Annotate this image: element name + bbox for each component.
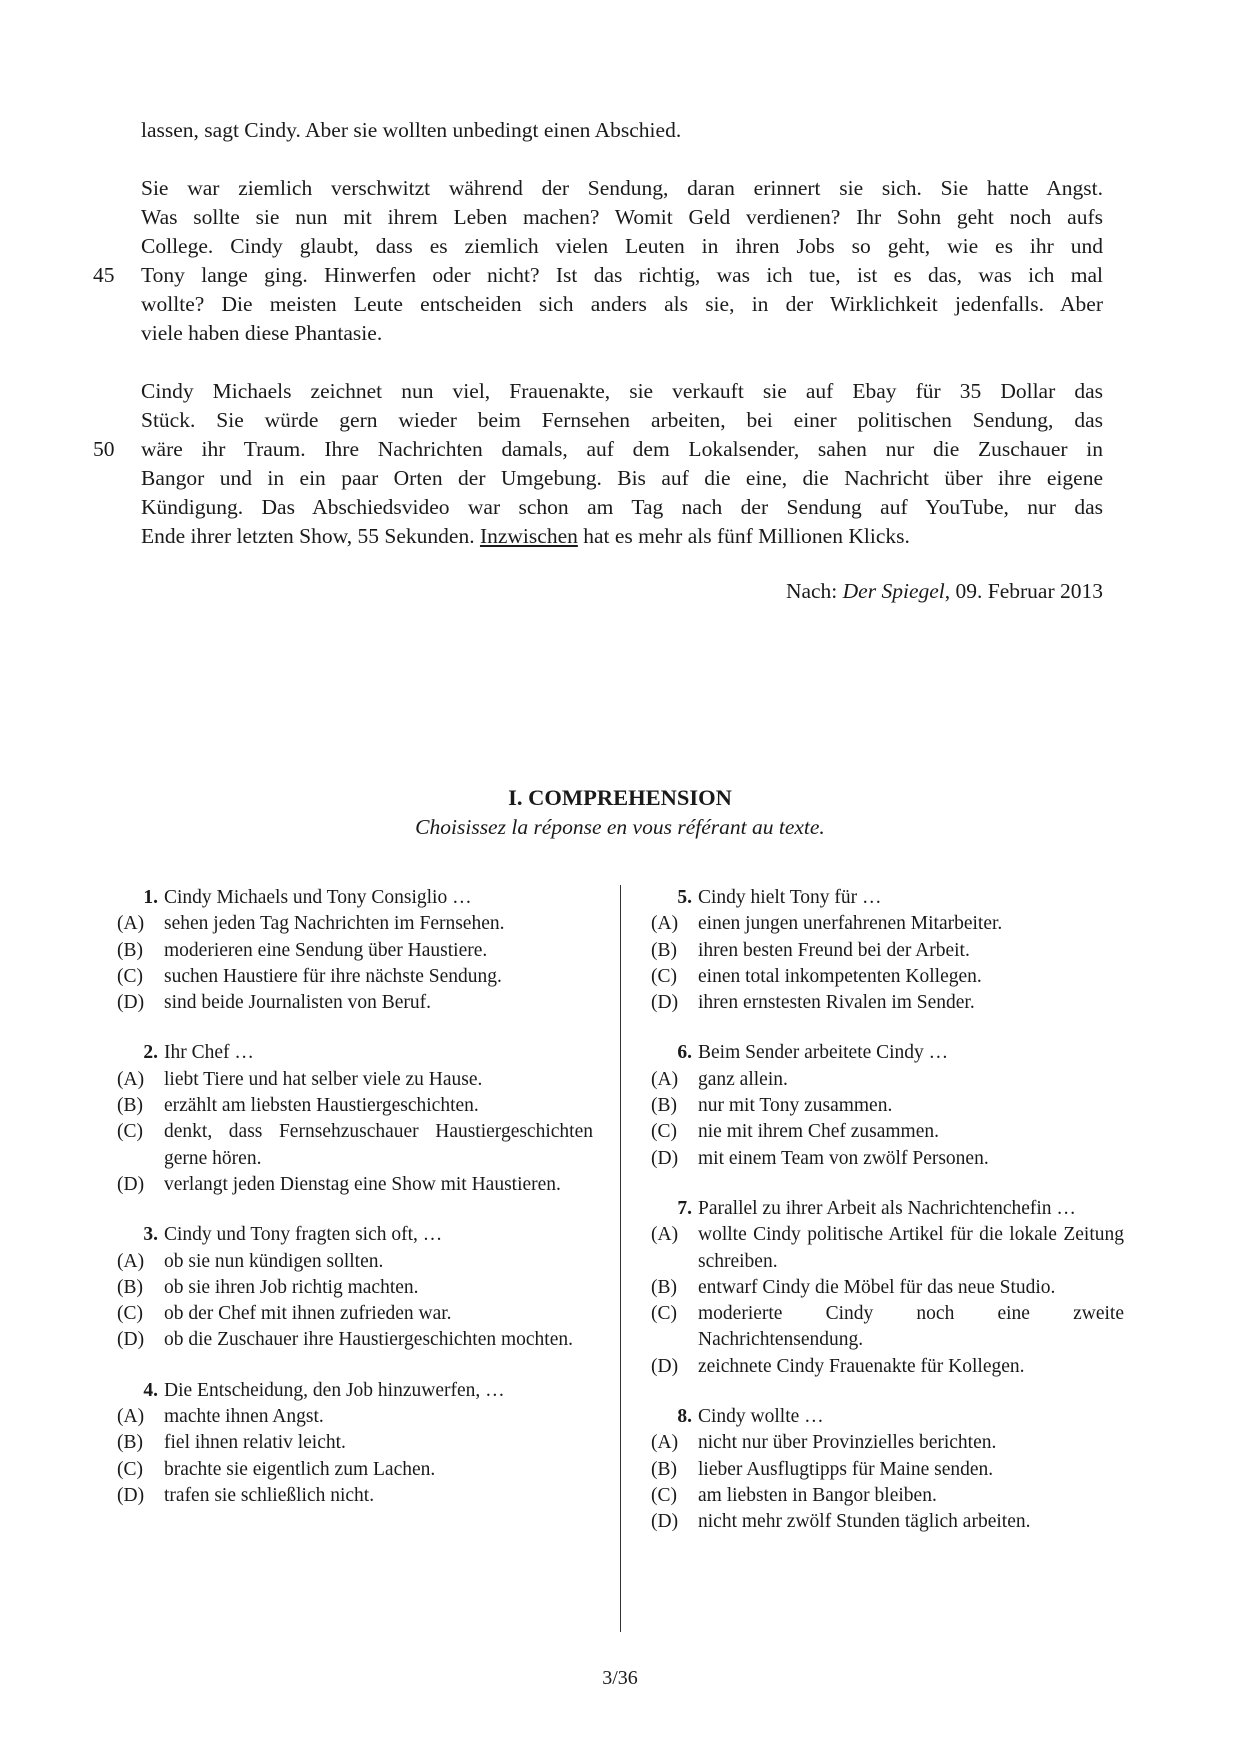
source-prefix: Nach: [785,579,843,603]
passage-line: Bangor und in ein paar Orten der Umgebung. Bis auf die eine, die Nachricht über ihre eigene [141,466,1103,490]
questions-column-left [117,885,593,1533]
answer-option[interactable] [651,938,1124,964]
option-text: ob die Zuschauer ihre Haustiergeschichten mochten. [164,1329,573,1351]
option-text: am liebsten in Bangor bleiben. [698,1484,937,1506]
answer-option[interactable] [117,1327,593,1353]
option-label: (C) [651,965,677,987]
answer-option[interactable] [651,1222,1124,1275]
option-label: (D) [651,1355,679,1377]
option-text: sind beide Journalisten von Beruf. [164,992,431,1014]
option-label: (B) [117,1095,143,1117]
answer-option[interactable] [117,911,593,937]
option-label: (A) [117,913,145,935]
question-stem [117,1040,593,1066]
passage-line: viele haben diese Phantasie. [141,321,383,345]
question-block [117,1378,593,1509]
questions-column-right [651,885,1124,1560]
option-label: (A) [117,1406,145,1428]
option-label: (C) [117,1303,143,1325]
option-label: (A) [651,1068,679,1090]
question-number: 8. [677,1406,692,1428]
option-label: (C) [651,1121,677,1143]
answer-option[interactable] [117,1249,593,1275]
option-label: (D) [651,1147,679,1169]
answer-option[interactable] [117,1275,593,1301]
option-text: ob sie ihren Job richtig machten. [164,1276,419,1298]
section-instructions: Choisissez la réponse en vous référant au texte. [415,815,825,839]
passage-line: Was sollte sie nun mit ihrem Leben machen? Womit Geld verdienen? Ihr Sohn geht noch aufs [141,205,1103,229]
passage-paragraph-2 [93,174,1103,348]
question-block [117,1040,593,1198]
question-block [651,1196,1124,1380]
option-text: denkt, dass Fernsehzuschauer Haustiergeschichten gerne hören. [164,1121,593,1169]
answer-option[interactable] [117,1301,593,1327]
option-text: liebt Tiere und hat selber viele zu Hause. [164,1068,483,1090]
passage-line-text: Tony lange ging. Hinwerfen oder nicht? Ist das richtig, was ich tue, ist es das, was ich mal [141,263,1103,287]
question-number: 5. [677,887,692,908]
option-label: (A) [651,1224,679,1246]
answer-option[interactable] [651,990,1124,1016]
option-text: wollte Cindy politische Artikel für die lokale Zeitung schreiben. [698,1224,1124,1272]
option-label: (B) [117,1276,143,1298]
question-text: Ihr Chef … [164,1042,254,1064]
option-text: brachte sie eigentlich zum Lachen. [164,1458,436,1480]
passage-line: wollte? Die meisten Leute entscheiden sich anders als sie, in der Wirklichkeit jedenfalls. Aber [141,292,1103,316]
option-label: (A) [651,1432,679,1454]
answer-option[interactable] [117,1404,593,1430]
option-text: einen jungen unerfahrenen Mitarbeiter. [698,913,1003,935]
option-text: ob der Chef mit ihnen zufrieden war. [164,1303,452,1325]
answer-option[interactable] [651,1354,1124,1380]
question-block [117,885,593,1016]
option-label: (B) [117,939,143,961]
reading-passage [93,116,1103,580]
passage-line: Cindy Michaels zeichnet nun viel, Frauenakte, sie verkauft sie auf Ebay für 35 Dollar das [141,379,1103,403]
passage-line [141,522,1103,551]
question-stem [117,1378,593,1404]
option-label: (C) [651,1303,677,1325]
option-text: nicht mehr zwölf Stunden täglich arbeiten. [698,1511,1031,1533]
option-label: (C) [117,965,143,987]
answer-option[interactable] [651,1275,1124,1301]
question-text: Parallel zu ihrer Arbeit als Nachrichtenchefin … [698,1197,1076,1219]
option-text: suchen Haustiere für ihre nächste Sendung. [164,965,502,987]
option-label: (D) [651,992,679,1014]
option-text: zeichnete Cindy Frauenakte für Kollegen. [698,1355,1025,1377]
option-text: entwarf Cindy die Möbel für das neue Studio. [698,1276,1056,1298]
question-stem [651,1196,1124,1222]
answer-option[interactable] [117,990,593,1016]
answer-option[interactable] [117,1457,593,1483]
option-label: (D) [651,1511,679,1533]
question-stem [117,885,593,911]
option-label: (A) [117,1250,145,1272]
option-label: (B) [651,1276,677,1298]
option-text: moderierte Cindy noch eine zweite Nachrichtensendung. [698,1303,1124,1351]
answer-option[interactable] [651,1509,1124,1535]
option-text: fiel ihnen relativ leicht. [164,1432,346,1454]
passage-line: Sie war ziemlich verschwitzt während der Sendung, daran erinnert sie sich. Sie hatte Angst. [141,176,1103,200]
passage-line [93,435,1103,464]
answer-option[interactable] [651,1146,1124,1172]
question-stem [651,1040,1124,1066]
answer-option[interactable] [651,1301,1124,1354]
answer-option[interactable] [117,1093,593,1119]
underlined-word: Inzwischen [479,524,578,548]
passage-paragraph-1 [141,116,1103,145]
option-label: (B) [117,1432,143,1454]
answer-option[interactable] [117,1172,593,1198]
question-text: Cindy hielt Tony für … [698,887,882,908]
question-block [651,885,1124,1016]
option-text: sehen jeden Tag Nachrichten im Fernsehen. [164,913,505,935]
answer-option[interactable] [651,1457,1124,1483]
column-divider [620,885,621,1632]
answer-option[interactable] [651,911,1124,937]
option-text: ganz allein. [698,1068,788,1090]
answer-option[interactable] [117,938,593,964]
answer-option[interactable] [117,964,593,990]
question-text: Beim Sender arbeitete Cindy … [698,1042,949,1064]
passage-line: Stück. Sie würde gern wieder beim Fernsehen arbeiten, bei einer politischen Sendung, das [141,408,1103,432]
question-number: 3. [143,1224,158,1246]
answer-option[interactable] [651,1430,1124,1456]
option-text: ihren ernstesten Rivalen im Sender. [698,992,975,1014]
option-text: machte ihnen Angst. [164,1406,324,1428]
question-stem [117,1222,593,1248]
question-number: 6. [677,1042,692,1064]
option-text: ob sie nun kündigen sollten. [164,1250,384,1272]
passage-text: hat es mehr als fünf Millionen Klicks. [577,524,910,548]
option-label: (B) [651,1458,677,1480]
line-number: 50 [93,437,115,461]
option-label: (D) [117,1329,145,1351]
question-stem [651,885,1124,911]
question-number: 1. [143,887,158,908]
answer-option[interactable] [651,1093,1124,1119]
question-number: 2. [143,1042,158,1064]
answer-option[interactable] [651,964,1124,990]
answer-option[interactable] [651,1119,1124,1145]
passage-paragraph-3 [93,377,1103,551]
option-text: ihren besten Freund bei der Arbeit. [698,939,970,961]
option-label: (B) [651,1095,677,1117]
option-label: (C) [651,1484,677,1506]
option-label: (C) [117,1121,143,1143]
question-text: Cindy wollte … [698,1406,824,1428]
question-number: 7. [677,1197,692,1219]
answer-option[interactable] [117,1483,593,1509]
option-text: nicht nur über Provinzielles berichten. [698,1432,997,1454]
option-text: moderieren eine Sendung über Haustiere. [164,939,488,961]
question-stem [651,1404,1124,1430]
option-label: (D) [117,1484,145,1506]
option-label: (B) [651,939,677,961]
answer-option[interactable] [117,1430,593,1456]
option-label: (C) [117,1458,143,1480]
answer-option[interactable] [651,1067,1124,1093]
question-text: Cindy Michaels und Tony Consiglio … [164,887,472,908]
question-block [651,1404,1124,1535]
option-text: mit einem Team von zwölf Personen. [698,1147,989,1169]
source-suffix: , 09. Februar 2013 [944,579,1103,603]
passage-line: College. Cindy glaubt, dass es ziemlich vielen Leuten in ihren Jobs so geht, wie es ihr und [141,234,1103,258]
passage-line: lassen, sagt Cindy. Aber sie wollten unbedingt einen Abschied. [141,118,682,142]
option-text: nur mit Tony zusammen. [698,1095,893,1117]
page-number: 3/36 [602,1667,638,1689]
question-block [117,1222,593,1353]
source-citation [786,577,1103,606]
option-text: verlangt jeden Dienstag eine Show mit Haustieren. [164,1173,561,1195]
passage-line: Kündigung. Das Abschiedsvideo war schon am Tag nach der Sendung auf YouTube, nur das [141,495,1103,519]
question-text: Die Entscheidung, den Job hinzuwerfen, … [164,1379,505,1401]
option-text: einen total inkompetenten Kollegen. [698,965,982,987]
question-block [651,1040,1124,1171]
option-label: (D) [117,1173,145,1195]
passage-text: Ende ihrer letzten Show, 55 Sekunden. [141,524,480,548]
answer-option[interactable] [117,1067,593,1093]
answer-option[interactable] [117,1119,593,1172]
passage-line [93,261,1103,290]
section-title: I. COMPREHENSION [508,785,732,810]
passage-line-text: wäre ihr Traum. Ihre Nachrichten damals, auf dem Lokalsender, sahen nur die Zuschauer in [141,437,1103,461]
option-label: (A) [651,913,679,935]
option-text: trafen sie schließlich nicht. [164,1484,375,1506]
option-text: erzählt am liebsten Haustiergeschichten. [164,1095,479,1117]
option-label: (D) [117,992,145,1014]
answer-option[interactable] [651,1483,1124,1509]
question-text: Cindy und Tony fragten sich oft, … [164,1224,443,1246]
option-text: lieber Ausflugtipps für Maine senden. [698,1458,994,1480]
option-label: (A) [117,1068,145,1090]
question-number: 4. [143,1379,158,1401]
source-title: Der Spiegel [842,579,945,603]
line-number: 45 [93,263,115,287]
option-text: nie mit ihrem Chef zusammen. [698,1121,939,1143]
